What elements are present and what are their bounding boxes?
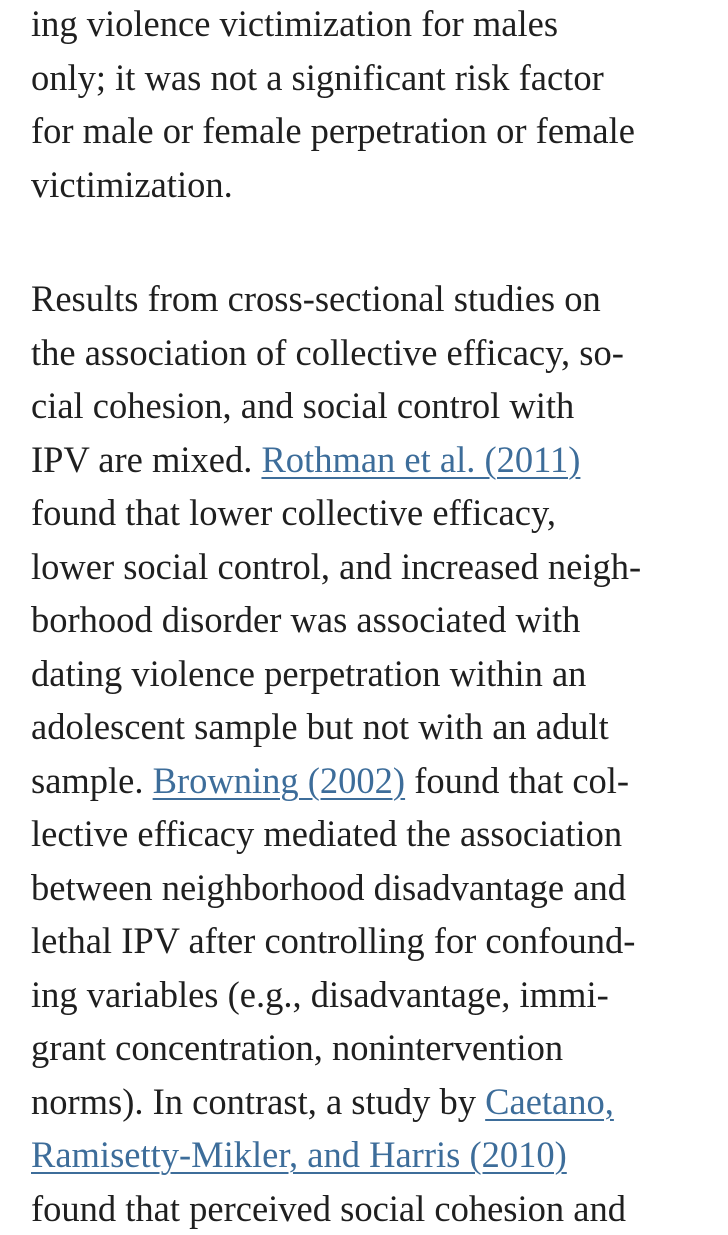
text-segment: sample. <box>31 760 153 801</box>
text-line <box>31 326 721 380</box>
text-line <box>31 1075 721 1129</box>
text-segment: adolescent sample but not with an adult <box>31 706 609 747</box>
text-line <box>31 104 721 158</box>
citation-link[interactable]: Caetano, <box>485 1081 614 1122</box>
text-segment: cial cohesion, and social control with <box>31 385 574 426</box>
text-line <box>31 1182 721 1235</box>
text-line <box>31 593 721 647</box>
text-segment: ing variables (e.g., disadvantage, immi- <box>31 974 609 1015</box>
text-line <box>31 0 721 51</box>
paragraph-collective-efficacy <box>31 272 721 1235</box>
text-segment: only; it was not a significant risk factor <box>31 57 604 98</box>
text-line <box>31 647 721 701</box>
text-segment: for male or female perpetration or female <box>31 110 635 151</box>
text-line <box>31 807 721 861</box>
text-segment: grant concentration, nonintervention <box>31 1027 563 1068</box>
text-line <box>31 486 721 540</box>
text-segment: lower social control, and increased neigh- <box>31 546 641 587</box>
text-line <box>31 433 721 487</box>
text-segment: dating violence perpetration within an <box>31 653 586 694</box>
text-segment: Results from cross-sectional studies on <box>31 278 601 319</box>
text-line <box>31 1021 721 1075</box>
text-segment: found that col- <box>405 760 629 801</box>
text-segment: the association of collective efficacy, so- <box>31 332 624 373</box>
text-line <box>31 1128 721 1182</box>
text-line <box>31 540 721 594</box>
text-segment: victimization. <box>31 164 233 205</box>
text-segment: lethal IPV after controlling for confound- <box>31 920 635 961</box>
text-line <box>31 51 721 105</box>
text-line <box>31 158 721 212</box>
text-line <box>31 968 721 1022</box>
text-segment: borhood disorder was associated with <box>31 599 580 640</box>
text-line <box>31 914 721 968</box>
text-segment: between neighborhood disadvantage and <box>31 867 626 908</box>
text-segment: found that perceived social cohesion and <box>31 1188 626 1229</box>
paragraph-victimization-risk <box>31 0 721 211</box>
text-segment: IPV are mixed. <box>31 439 261 480</box>
citation-link[interactable]: Ramisetty-Mikler, and Harris (2010) <box>31 1134 567 1175</box>
text-segment: ing violence victimization for males <box>31 3 558 44</box>
text-segment: norms). In contrast, a study by <box>31 1081 485 1122</box>
citation-link[interactable]: Rothman et al. (2011) <box>261 439 580 480</box>
text-line <box>31 754 721 808</box>
text-segment: found that lower collective efficacy, <box>31 492 556 533</box>
text-segment: lective efficacy mediated the association <box>31 813 622 854</box>
text-line <box>31 700 721 754</box>
text-line <box>31 379 721 433</box>
citation-link[interactable]: Browning (2002) <box>153 760 405 801</box>
text-line <box>31 861 721 915</box>
text-line <box>31 272 721 326</box>
